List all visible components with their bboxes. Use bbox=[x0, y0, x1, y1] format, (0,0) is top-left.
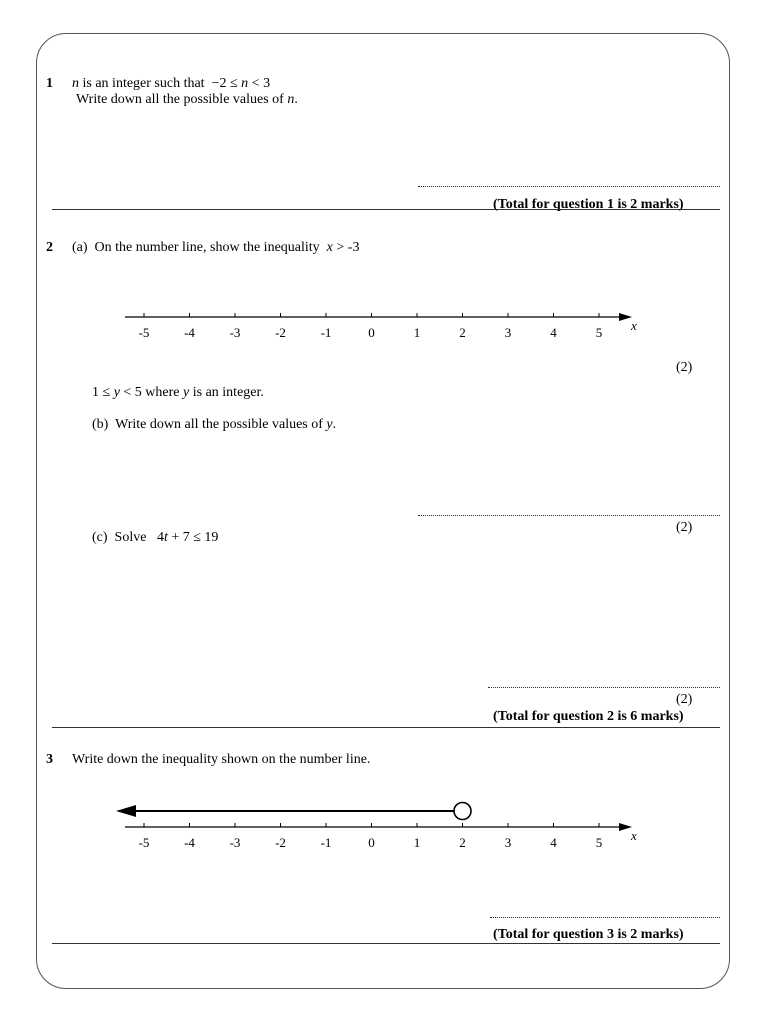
q3-line-axis-label: x bbox=[631, 828, 637, 843]
q3-line-tick-label: 4 bbox=[550, 835, 557, 850]
number-line-q3 bbox=[116, 803, 637, 851]
q3-line-tick-label: -4 bbox=[184, 835, 195, 850]
question-1-line-2: Write down all the possible values of n. bbox=[76, 92, 298, 107]
q2a-line-tick-label: -1 bbox=[320, 325, 332, 340]
answer-line-q2b[interactable] bbox=[418, 515, 720, 516]
q2a-line-tick-label: 0 bbox=[368, 325, 375, 340]
question-2-context: 1 ≤ y < 5 where y is an integer. bbox=[92, 385, 264, 400]
answer-line-q3[interactable] bbox=[490, 917, 720, 918]
q2a-line-axis-label: x bbox=[631, 318, 637, 333]
question-2-number: 2 bbox=[46, 240, 53, 255]
number-line-q2a[interactable] bbox=[125, 313, 637, 340]
q3-line-tick-label: 5 bbox=[595, 835, 603, 850]
q2a-line-tick-label: 1 bbox=[413, 325, 421, 340]
q2a-line-tick-label: -3 bbox=[229, 325, 241, 340]
question-1-total: (Total for question 1 is 2 marks) bbox=[493, 197, 684, 212]
question-2-total: (Total for question 2 is 6 marks) bbox=[493, 709, 684, 724]
q2a-line-tick-label: 5 bbox=[595, 325, 603, 340]
q2a-line-tick-label: -4 bbox=[184, 325, 195, 340]
open-circle-endpoint bbox=[454, 803, 471, 820]
question-3-text: Write down the inequality shown on the number line. bbox=[72, 752, 371, 767]
q3-line-tick-label: 3 bbox=[504, 835, 512, 850]
question-3-total: (Total for question 3 is 2 marks) bbox=[493, 927, 684, 942]
marks-q2b: (2) bbox=[676, 520, 693, 535]
divider bbox=[52, 727, 720, 728]
q3-line-tick-label: -2 bbox=[275, 835, 286, 850]
q2a-line-tick-label: 2 bbox=[459, 325, 466, 340]
answer-line-q2c[interactable] bbox=[488, 687, 720, 688]
question-2b-text: (b) Write down all the possible values of y. bbox=[92, 417, 337, 432]
q2a-line-tick-label: 3 bbox=[504, 325, 512, 340]
q2a-line-tick-label: -5 bbox=[138, 325, 150, 340]
marks-q2a: (2) bbox=[676, 360, 693, 375]
marks-q2c: (2) bbox=[676, 692, 693, 707]
divider bbox=[52, 943, 720, 944]
q2a-line-tick-label: 4 bbox=[550, 325, 557, 340]
question-1-number: 1 bbox=[46, 76, 53, 91]
q3-line-tick-label: -5 bbox=[138, 835, 150, 850]
question-2a-text: (a) On the number line, show the inequality x > -3 bbox=[72, 240, 360, 255]
q3-line-tick-label: -1 bbox=[320, 835, 332, 850]
question-2c-text: (c) Solve 4t + 7 ≤ 19 bbox=[92, 530, 219, 545]
question-1-line-1: n is an integer such that −2 ≤ n < 3 bbox=[72, 76, 271, 91]
question-3-number: 3 bbox=[46, 752, 53, 767]
q3-line-tick-label: 1 bbox=[413, 835, 421, 850]
q2a-line-tick-label: -2 bbox=[275, 325, 286, 340]
ray-arrowhead bbox=[116, 805, 136, 817]
q3-line-tick-label: 0 bbox=[368, 835, 375, 850]
q3-line-tick-label: -3 bbox=[229, 835, 241, 850]
q3-line-tick-label: 2 bbox=[459, 835, 466, 850]
